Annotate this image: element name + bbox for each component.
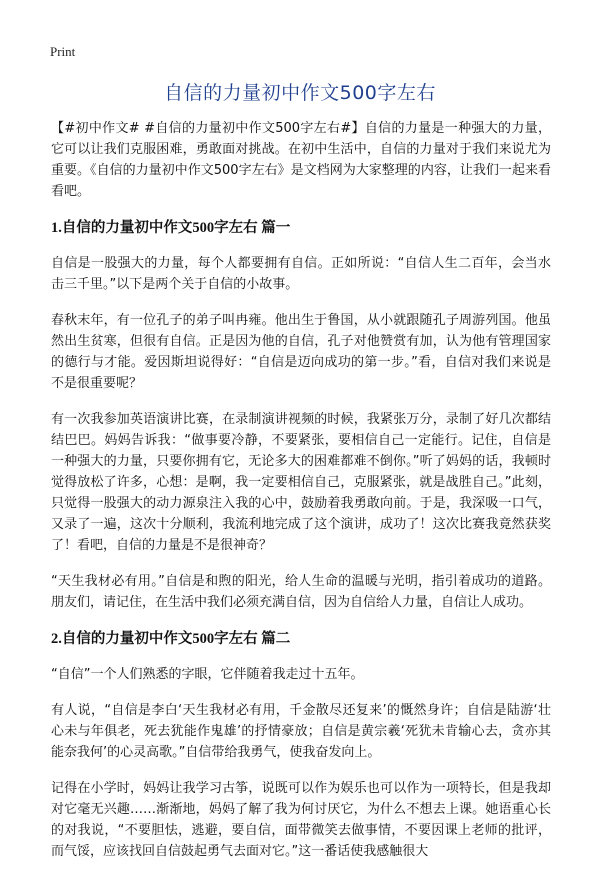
section-heading-1: 1.自信的力量初中作文500字左右 篇一 xyxy=(51,220,291,236)
article-body xyxy=(51,118,551,877)
paragraph: 有一次我参加英语演讲比赛，在录制演讲视频的时候，我紧张万分，录制了好几次都结结巴巴。妈妈告诉我：“做事要冷静，不要紧张，要相信自己一定能行。记住，自信是一种强大的力量，只要你拥有它，无论多大的困难都难不倒你。”听了妈妈的话，我顿时觉得放松了许多，心想：是啊，我一定要相信自己，克服紧张，就是战胜自己。”此刻，只觉得一股强大的动力源泉注入我的心中，鼓励着我勇敢向前。于是，我深吸一口气，又录了一遍，这次十分顺利，我流利地完成了这个演讲，成功了！这次比赛我竟然获奖了！看吧，自信的力量是不是很神奇？ xyxy=(51,412,551,553)
paragraph: 记得在小学时，妈妈让我学习古筝，说既可以作为娱乐也可以作为一项特长，但是我却对它毫无兴趣……渐渐地，妈妈了解了我为何讨厌它，为什么不想去上课。她语重心长的对我说，“不要胆怯，逃避，要自信，面带微笑去做事情，不要因课上老师的批评，而气馁，应该找回自信鼓起勇气去面对它。”这一番话使我感触很大 xyxy=(51,781,551,859)
paragraph: 自信是一股强大的力量，每个人都要拥有自信。正如所说：“自信人生二百年，会当水击三千里。”以下是两个关于自信的小故事。 xyxy=(51,256,551,292)
section-heading-2: 2.自信的力量初中作文500字左右 篇二 xyxy=(51,631,291,647)
paragraph: 有人说，“自信是李白‘天生我材必有用，千金散尽还复来’的慨然身许；自信是陆游‘壮心未与年俱老，死去犹能作鬼雄’的抒情豪放；自信是黄宗羲‘死犹未肯输心去，贪亦其能奈我何’的心灵高歌。”自信带给我勇气，使我奋发向上。 xyxy=(51,703,551,760)
paragraph: “自信”一个人们熟悉的字眼，它伴随着我走过十五年。 xyxy=(51,667,364,682)
paragraph: 春秋末年，有一位孔子的弟子叫冉雍。他出生于鲁国，从小就跟随孔子周游列国。他虽然出生贫寒，但很有自信。正是因为他的自信，孔子对他赞赏有加，认为他有管理国家的德行与才能。爱因斯坦说得好：“自信是迈向成功的第一步。”看，自信对我们来说是不是很重要呢？ xyxy=(51,313,551,391)
print-link[interactable]: Print xyxy=(50,44,76,59)
paragraph: “天生我材必有用。”自信是和煦的阳光，给人生命的温暖与光明，指引着成功的道路。朋友们，请记住，在生活中我们必须充满自信，因为自信给人力量，自信让人成功。 xyxy=(51,574,551,610)
intro-paragraph: 【#初中作文# #自信的力量初中作文500字左右#】自信的力量是一种强大的力量，它可以让我们克服困难，勇敢面对挑战。在初中生活中，自信的力量对于我们来说尤为重要。《自信的力量初中作文500字左右》是文档网为大家整理的内容，让我们一起来看看吧。 xyxy=(51,121,551,199)
page-title: 自信的力量初中作文500字左右 xyxy=(164,82,436,104)
